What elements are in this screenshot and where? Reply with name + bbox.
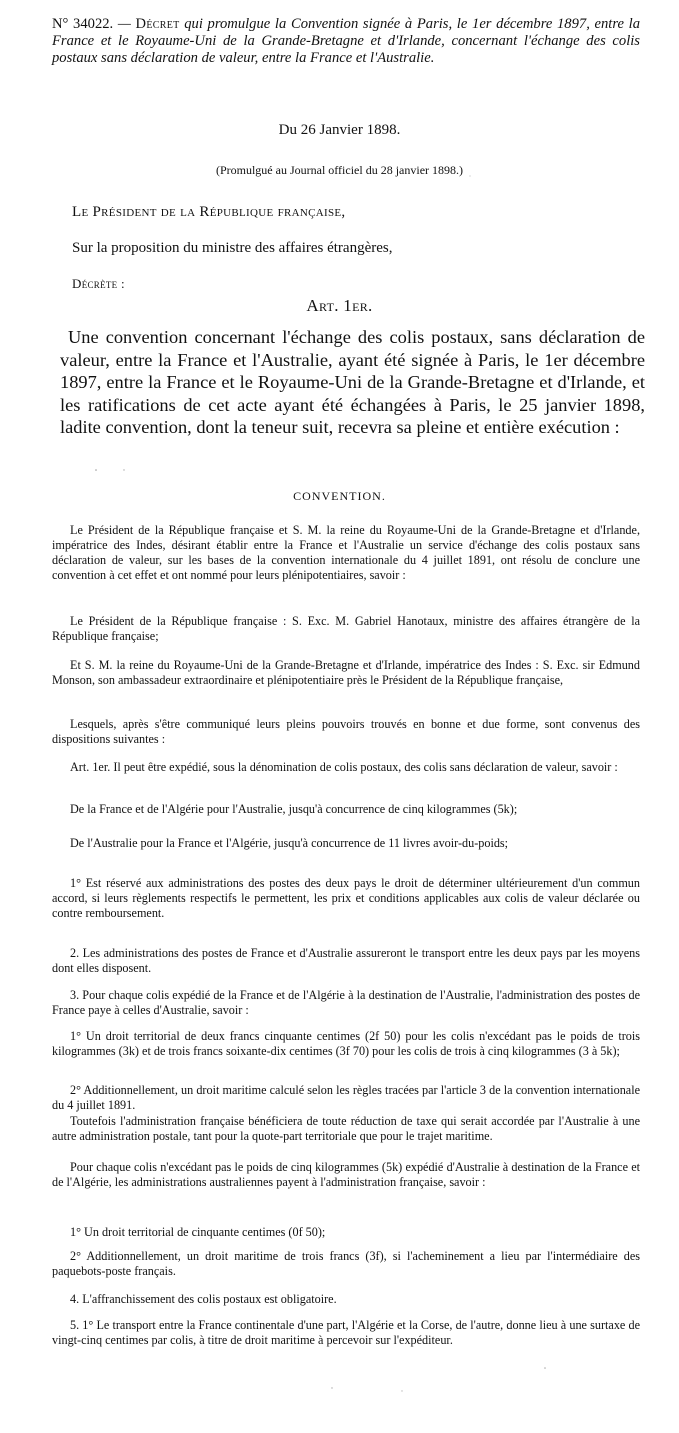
promulgation-note: (Promulgué au Journal officiel du 28 janvier 1898.): [215, 163, 464, 177]
convention-paragraph: Lesquels, après s'être communiqué leurs pleins pouvoirs trouvés en bonne et due forme, sont convenus des dispositions suivantes :: [52, 717, 640, 746]
convention-paragraph: Le Président de la République française et S. M. la reine du Royaume-Uni de la Grande-Bretagne et d'Irlande, impératrice des Indes, désirant établir entre la France et l'Australie un service d'échange des colis postaux sans déclaration de valeur, sur les bases de la convention internationale du 4 juillet 1891, ont résolu de conclure une convention à cet effet et ont nommé pour leurs plénipotentiaires, savoir :: [52, 523, 640, 582]
decree-date: Du 26 Janvier 1898.: [278, 122, 401, 138]
convention-paragraph: Toutefois l'administration française bénéficiera de toute réduction de taxe qui serait accordée par l'Australie à une autre administration postale, tant pour la quote-part territoriale que pour le trajet maritime.: [52, 1114, 640, 1143]
convention-paragraph: 2. Les administrations des postes de France et d'Australie assureront le transport entre les deux pays par les moyens dont elles disposent.: [52, 946, 640, 975]
convention-paragraph: 5. 1° Le transport entre la France continentale d'une part, l'Algérie et la Corse, de l'autre, donne lieu à une surtaxe de vingt-cinq centimes par colis, à titre de droit maritime à percevoir sur l'expéditeur.: [52, 1318, 640, 1347]
main-article-text: Une convention concernant l'échange des colis postaux, sans déclaration de valeur, entre la France et l'Australie, ayant été signée à Paris, le 1er décembre 1897, entre la France et le Royaume-Uni de la Grande-Bretagne et d'Irlande, et les ratifications de cet acte ayant été échangées à Paris, le 25 janvier 1898, ladite convention, dont la teneur suit, recevra sa pleine et entière exécution :: [60, 327, 645, 438]
convention-paragraph: 4. L'affranchissement des colis postaux est obligatoire.: [70, 1292, 337, 1306]
decree-number: N° 34022.: [52, 16, 114, 32]
convention-paragraph: Pour chaque colis n'excédant pas le poids de cinq kilogrammes (5k) expédié d'Australie à destination de la France et de l'Algérie, les administrations australiennes payent à l'administration française, savoir :: [52, 1160, 640, 1189]
convention-paragraph: 2° Additionnellement, un droit maritime de trois francs (3f), si l'acheminement a lieu par l'intermédiaire des paquebots-poste français.: [52, 1249, 640, 1278]
decrete-line: Décrète :: [72, 276, 125, 291]
convention-paragraph: Le Président de la République française : S. Exc. M. Gabriel Hanotaux, ministre des affaires étrangère de la République française;: [52, 614, 640, 643]
president-line: Le Président de la République française,: [72, 204, 346, 220]
convention-paragraph: 2° Additionnellement, un droit maritime calculé selon les règles tracées par l'article 3 de la convention internationale du 4 juillet 1891.: [52, 1083, 640, 1112]
convention-paragraph: Art. 1er. Il peut être expédié, sous la dénomination de colis postaux, des colis sans déclaration de valeur, savoir :: [70, 760, 618, 774]
convention-paragraph: De l'Australie pour la France et l'Algérie, jusqu'à concurrence de 11 livres avoir-du-poids;: [70, 836, 509, 850]
convention-paragraph: 1° Un droit territorial de deux francs cinquante centimes (2f 50) pour les colis n'excédant pas le poids de trois kilogrammes (3k) et de trois francs soixante-dix centimes (3f 70) pour les colis de trois à cinq kilogrammes (3 à 5k);: [52, 1029, 640, 1058]
decree-heading: N° 34022. — Décret qui promulgue la Convention signée à Paris, le 1er décembre 1897, entre la France et le Royaume-Uni de la Grande-Bretagne et d'Irlande, concernant l'échange des colis postaux sans déclaration de valeur, entre la France et l'Australie.: [52, 16, 640, 66]
convention-paragraph: 3. Pour chaque colis expédié de la France et de l'Algérie à la destination de l'Australie, l'administration des postes de France paye à celles d'Australie, savoir :: [52, 988, 640, 1017]
proposition-line: Sur la proposition du ministre des affaires étrangères,: [72, 240, 393, 256]
convention-paragraph: Et S. M. la reine du Royaume-Uni de la Grande-Bretagne et d'Irlande, impératrice des Indes : S. Exc. sir Edmund Monson, son ambassadeur extraordinaire et plénipotentiaire près le Président de la République française,: [52, 658, 640, 687]
convention-paragraph: De la France et de l'Algérie pour l'Australie, jusqu'à concurrence de cinq kilogrammes (5k);: [70, 802, 518, 816]
convention-paragraph: 1° Est réservé aux administrations des postes des deux pays le droit de déterminer ultérieurement d'un commun accord, si leurs règlements respectifs le permettent, les prix et conditions applicables aux colis de valeur déclarée ou contre remboursement.: [52, 876, 640, 920]
decree-label: Décret: [135, 16, 180, 32]
convention-paragraph: 1° Un droit territorial de cinquante centimes (0f 50);: [70, 1225, 326, 1239]
article-title: Art. 1er.: [306, 296, 373, 315]
convention-title: CONVENTION.: [293, 489, 386, 503]
decree-title: qui promulgue la Convention signée à Paris, le 1er décembre 1897, entre la France et le Royaume-Uni de la Grande-Bretagne et d'Irlande, concernant l'échange des colis postaux sans déclaration de valeur, entre la France et l'Australie.: [52, 16, 640, 66]
